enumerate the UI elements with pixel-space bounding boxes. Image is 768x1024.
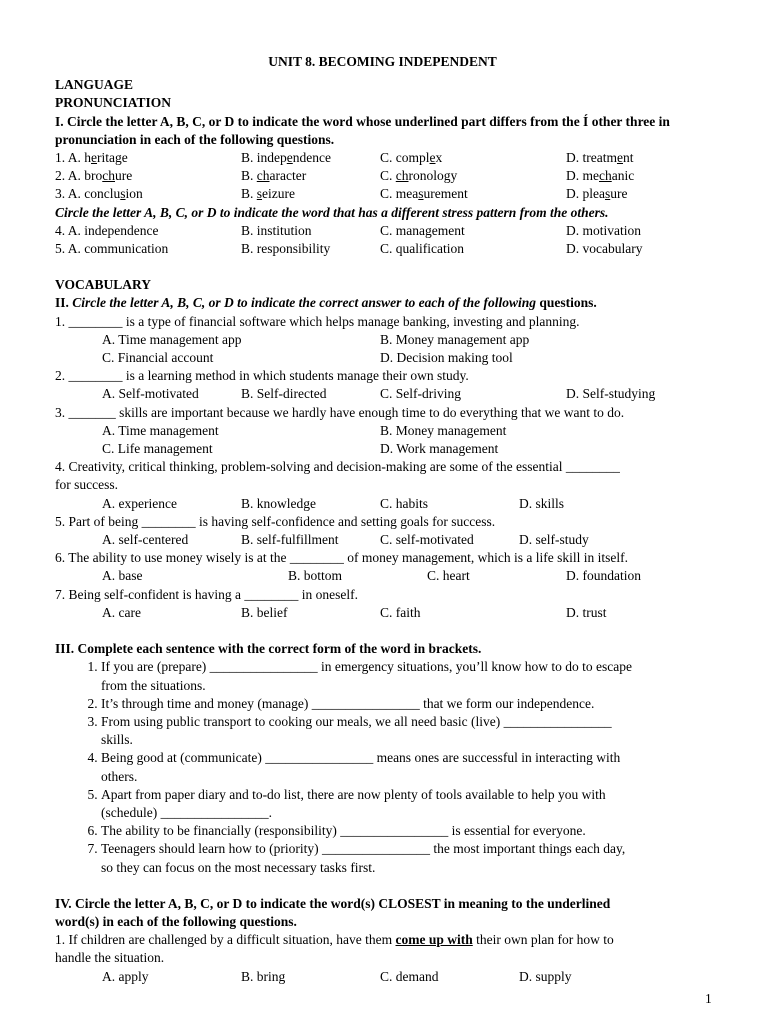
vocab-question-1-options-cd [55,349,710,367]
option-c: C. chronology [380,168,458,184]
option-a: A. experience [102,495,177,511]
option-a: 4. A. independence [55,222,159,238]
option-a: A. apply [102,968,149,984]
option-d: D. Decision making tool [380,350,513,366]
heading-language: LANGUAGE [55,77,134,93]
option-c: C. self-motivated [380,532,474,548]
word-form-item: 2. It’s through time and money (manage) ________________ that we form our independence. [101,695,710,713]
option-c: C. heart [427,568,470,584]
vocab-question-6-stem: 6. The ability to use money wisely is at the ________ of money management, which is a life skill in itself. [55,550,629,566]
option-b: B. bottom [288,568,343,584]
vocab-question-4-options [55,495,710,513]
option-c: C. habits [380,495,429,511]
stress-question-5 [55,240,710,258]
vocab-question-3-options-ab [55,422,710,440]
option-b: B. institution [241,222,312,238]
option-b: B. seizure [241,186,296,202]
option-c: C. faith [380,604,421,620]
vocab-question-6-options [55,567,710,585]
word-form-item: 5. Apart from paper diary and to-do list, there are now plenty of tools available to help you with (schedule) ________________. [101,786,710,822]
closest-question-1-options [55,968,710,986]
option-b: B. belief [241,604,288,620]
option-a: 1. A. heritage [55,150,128,166]
vocab-question-1-stem: 1. ________ is a type of financial software which helps manage banking, investing and planning. [55,313,580,329]
vocab-question-3-stem: 3. _______ skills are important because we hardly have enough time to do everything that we want to do. [55,404,625,420]
option-b: B. Money management app [380,331,530,347]
option-a: 3. A. conclusion [55,186,143,202]
option-d: D. mechanic [566,168,635,184]
closest-question-1-stem-cont: handle the situation. [55,950,165,966]
option-d: D. skills [519,495,565,511]
option-d: D. self-study [519,532,589,548]
vocab-question-2-options [55,385,710,403]
stress-question-4 [55,222,710,240]
section4-instruction: IV. Circle the letter A, B, C, or D to indicate the word(s) CLOSEST in meaning to the underlined [55,895,611,911]
section2-instruction: II. Circle the letter A, B, C, or D to indicate the correct answer to each of the following questions. [55,295,597,311]
heading-pronunciation: PRONUNCIATION [55,95,172,111]
option-d: D. supply [519,968,572,984]
option-b: B. character [241,168,307,184]
word-form-item: 3. From using public transport to cooking our meals, we all need basic (live) ________________ skills. [101,713,710,749]
vocab-question-1-options-ab [55,331,710,349]
option-d: D. treatment [566,150,634,166]
option-a: A. care [102,604,141,620]
section1-instruction: I. Circle the letter A, B, C, or D to indicate the word whose underlined part differs from the Í other three in pronunciation in each of the following questions. [55,113,670,147]
option-c: C. complex [380,150,443,166]
option-d: D. trust [566,604,607,620]
vocab-question-7-options [55,604,710,622]
word-form-list [55,658,710,876]
option-c: C. Self-driving [380,386,461,402]
option-b: B. bring [241,968,286,984]
option-c: C. qualification [380,241,464,257]
vocab-question-5-stem: 5. Part of being ________ is having self-confidence and setting goals for success. [55,513,496,529]
section4-instruction-cont: word(s) in each of the following questions. [55,913,297,929]
option-c: C. Financial account [102,350,214,366]
word-form-item: 4. Being good at (communicate) ________________ means ones are successful in interacting with others. [101,749,710,785]
page-title: UNIT 8. BECOMING INDEPENDENT [268,54,497,69]
vocab-question-5-options [55,531,710,549]
option-b: B. Money management [380,422,507,438]
option-c: C. demand [380,968,439,984]
underlined-phrase: come up with [395,932,473,948]
option-a: A. Self-motivated [102,386,199,402]
option-b: B. responsibility [241,241,331,257]
word-form-item: 1. If you are (prepare) ________________ in emergency situations, you’ll know how to do to escape from the situations. [101,658,710,694]
closest-question-1-stem: 1. If children are challenged by a difficult situation, have them come up with their own plan for how to [55,932,614,948]
option-d: D. foundation [566,568,641,584]
vocab-question-7-stem: 7. Being self-confident is having a ________ in oneself. [55,586,358,602]
option-b: B. knowledge [241,495,316,511]
option-a: A. base [102,568,143,584]
option-a: 2. A. brochure [55,168,133,184]
option-c: C. measurement [380,186,468,202]
pron-question-3 [55,185,710,203]
pron-question-1 [55,149,710,167]
option-b: B. self-fulfillment [241,532,339,548]
vocab-question-4-stem-cont: for success. [55,477,118,493]
vocab-question-3-options-cd [55,440,710,458]
pron-question-2 [55,167,710,185]
option-d: D. vocabulary [566,241,643,257]
option-a: A. Time management [102,422,219,438]
word-form-item: 7. Teenagers should learn how to (priority) ________________ the most important things each day, so they can focus on the most necessary tasks first. [101,840,710,876]
option-d: D. pleasure [566,186,628,202]
option-a: A. Time management app [102,331,242,347]
option-a: A. self-centered [102,532,189,548]
option-c: C. management [380,222,465,238]
page-number: 1 [705,991,712,1006]
option-d: D. Self-studying [566,386,656,402]
vocab-question-4-stem: 4. Creativity, critical thinking, problem-solving and decision-making are some of the essential ________ [55,459,620,475]
heading-vocabulary: VOCABULARY [55,277,152,293]
option-b: B. Self-directed [241,386,327,402]
option-b: B. independence [241,150,331,166]
word-form-item: 6. The ability to be financially (responsibility) ________________ is essential for everyone. [101,822,710,840]
vocab-question-2-stem: 2. ________ is a learning method in which students manage their own study. [55,368,469,384]
option-d: D. Work management [380,441,499,457]
option-a: 5. A. communication [55,241,169,257]
option-d: D. motivation [566,222,641,238]
worksheet-page [55,53,710,986]
stress-instruction: Circle the letter A, B, C, or D to indicate the word that has a different stress pattern from the others. [55,204,609,220]
option-c: C. Life management [102,441,213,457]
section3-instruction: III. Complete each sentence with the correct form of the word in brackets. [55,641,482,657]
